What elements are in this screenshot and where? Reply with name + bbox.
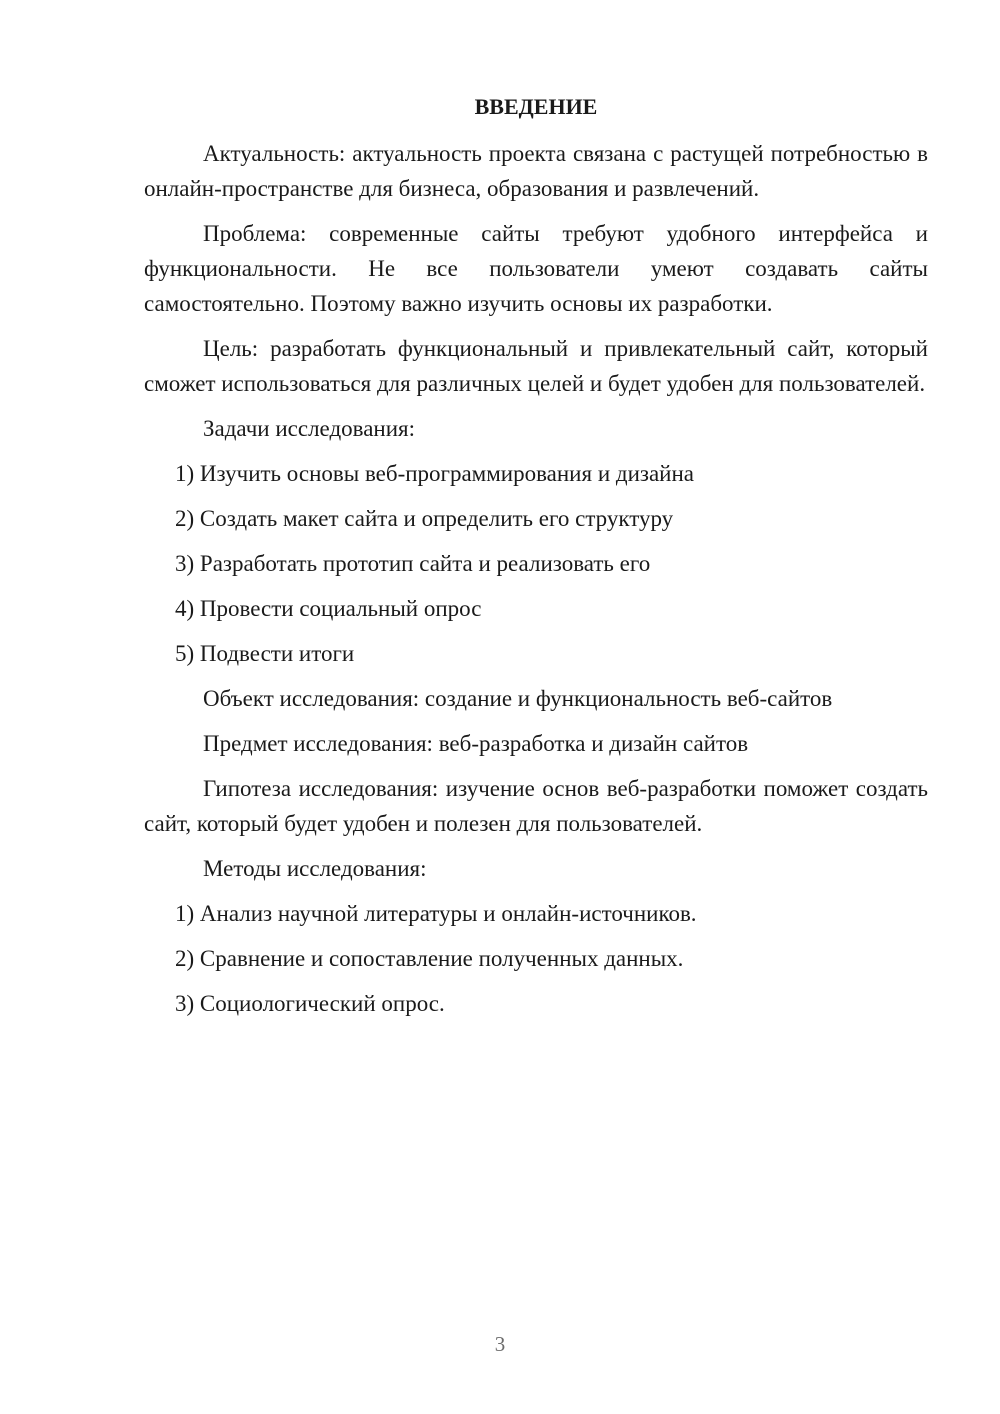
method-item: 1) Анализ научной литературы и онлайн-источников.: [175, 901, 697, 926]
subject-line: Предмет исследования: веб-разработка и дизайн сайтов: [203, 731, 749, 756]
tasks-label: Задачи исследования:: [203, 416, 416, 441]
document-page: [144, 92, 928, 1031]
method-item: 3) Социологический опрос.: [175, 991, 445, 1016]
task-item: 5) Подвести итоги: [175, 641, 355, 666]
methods-label: Методы исследования:: [203, 856, 427, 881]
task-item: 2) Создать макет сайта и определить его структуру: [175, 506, 674, 531]
hypothesis-paragraph: Гипотеза исследования: изучение основ веб-разработки поможет создать сайт, который будет удобен и полезен для пользователей.: [144, 776, 928, 836]
task-item: 1) Изучить основы веб-программирования и дизайна: [175, 461, 695, 486]
problem-paragraph: Проблема: современные сайты требуют удобного интерфейса и функциональности. Не все пользователи умеют создавать сайты самостоятельно. Поэтому важно изучить основы их разработки.: [144, 221, 928, 316]
task-item: 3) Разработать прототип сайта и реализовать его: [175, 551, 651, 576]
goal-paragraph: Цель: разработать функциональный и привлекательный сайт, который сможет использоваться для различных целей и будет удобен для пользователей.: [144, 336, 928, 396]
relevance-paragraph: Актуальность: актуальность проекта связана с растущей потребностью в онлайн-пространстве для бизнеса, образования и развлечений.: [144, 141, 928, 201]
task-item: 4) Провести социальный опрос: [175, 596, 482, 621]
page-title: ВВЕДЕНИЕ: [474, 94, 598, 119]
method-item: 2) Сравнение и сопоставление полученных данных.: [175, 946, 684, 971]
page-number: 3: [494, 1332, 506, 1356]
object-line: Объект исследования: создание и функциональность веб-сайтов: [203, 686, 833, 711]
